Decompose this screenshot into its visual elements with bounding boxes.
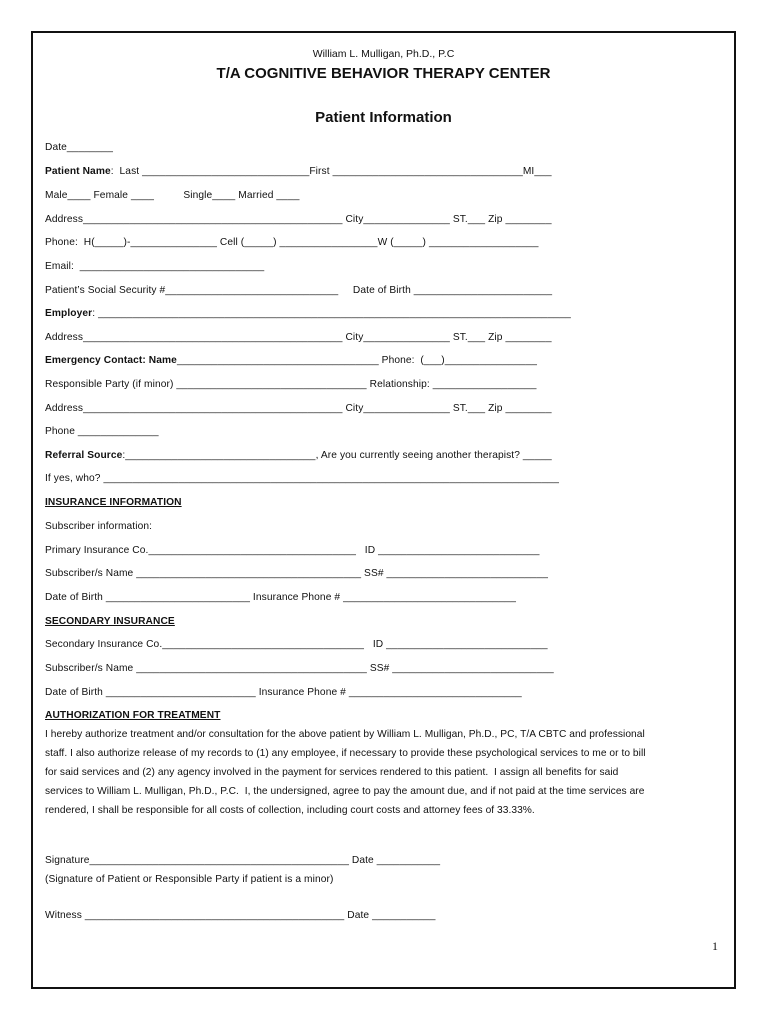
insurance-heading: INSURANCE INFORMATION (45, 497, 182, 508)
employer-label: Employer (45, 308, 93, 319)
emergency-contact-blanks: ___________________________________ Phone: (___)________________ (176, 355, 537, 366)
patient-name-blanks: : Last _____________________________First _________________________________MI___ (110, 166, 552, 177)
secondary-insurance-heading: SECONDARY INSURANCE (45, 616, 175, 627)
referral-source-label: Referral Source (45, 450, 123, 461)
authorization-line: staff. I also authorize release of my records to (1) any employee, if necessary to provide these psychological services to me or to bill (45, 748, 646, 759)
email-field[interactable]: Email: ________________________________ (45, 261, 265, 272)
emergency-contact-field[interactable] (45, 355, 537, 367)
employer-field[interactable] (45, 308, 571, 320)
responsible-address-field[interactable]: Address_____________________________________________ City_______________ ST.___ Zip ________ (45, 403, 552, 414)
center-title: T/A COGNITIVE BEHAVIOR THERAPY CENTER (216, 65, 551, 82)
page-number: 1 (712, 939, 718, 953)
subscriber-info-label: Subscriber information: (45, 521, 153, 532)
responsible-party-field[interactable]: Responsible Party (if minor) _________________________________ Relationship: __________________ (45, 379, 537, 390)
authorization-line: I hereby authorize treatment and/or consultation for the above patient by William L. Mulligan, Ph.D., PC, T/A CBTC and professional (45, 729, 645, 740)
emergency-contact-label: Emergency Contact: Name (45, 355, 177, 366)
secondary-dob-field[interactable]: Date of Birth __________________________ Insurance Phone # ______________________________ (45, 687, 522, 698)
practitioner-name: William L. Mulligan, Ph.D., P.C (312, 48, 455, 60)
secondary-subscriber-field[interactable]: Subscriber/s Name ________________________________________ SS# ____________________________ (45, 663, 554, 674)
referral-source-blanks: :_________________________________, Are you currently seeing another therapist? _____ (122, 450, 552, 461)
referral-source-field[interactable] (45, 450, 552, 462)
authorization-line: rendered, I shall be responsible for all costs of collection, including court costs and attorney fees of 33.33%. (45, 805, 535, 816)
employer-blanks: : __________________________________________________________________________________ (92, 308, 571, 319)
responsible-phone-field[interactable]: Phone ______________ (45, 426, 159, 437)
address-field[interactable]: Address_____________________________________________ City_______________ ST.___ Zip ________ (45, 214, 552, 225)
other-therapist-field[interactable]: If yes, who? _______________________________________________________________________________ (45, 473, 559, 484)
employer-address-field[interactable]: Address_____________________________________________ City_______________ ST.___ Zip ________ (45, 332, 552, 343)
secondary-insurance-field[interactable]: Secondary Insurance Co.___________________________________ ID ____________________________ (45, 639, 548, 650)
authorization-line: for said services and (2) any agency involved in the payment for services rendered to this patient. I assign all benefits for said (45, 767, 619, 778)
signature-note: (Signature of Patient or Responsible Party if patient is a minor) (45, 874, 334, 885)
date-field[interactable]: Date________ (45, 142, 114, 153)
authorization-heading: AUTHORIZATION FOR TREATMENT (45, 710, 221, 721)
patient-name-label: Patient Name (45, 166, 111, 177)
gender-marital-field[interactable]: Male____ Female ____ Single____ Married ____ (45, 190, 300, 201)
primary-insurance-field[interactable]: Primary Insurance Co.____________________________________ ID ____________________________ (45, 545, 540, 556)
primary-subscriber-field[interactable]: Subscriber/s Name _______________________________________ SS# ____________________________ (45, 568, 548, 579)
authorization-text (45, 725, 725, 820)
signature-field[interactable]: Signature_____________________________________________ Date ___________ (45, 855, 441, 866)
ssn-dob-field[interactable]: Patient’s Social Security #______________________________ Date of Birth ________________________ (45, 285, 553, 296)
primary-dob-field[interactable]: Date of Birth _________________________ Insurance Phone # ______________________________ (45, 592, 517, 603)
patient-name-field[interactable] (45, 166, 552, 178)
page-title: Patient Information (315, 109, 452, 126)
phone-field[interactable]: Phone: H(_____)-_______________ Cell (_____) _________________W (_____) ___________________ (45, 237, 539, 248)
witness-field[interactable]: Witness _____________________________________________ Date ___________ (45, 910, 436, 921)
authorization-line: services to William L. Mulligan, Ph.D., P.C. I, the undersigned, agree to pay the amount due, and if not paid at the time services are (45, 786, 645, 797)
